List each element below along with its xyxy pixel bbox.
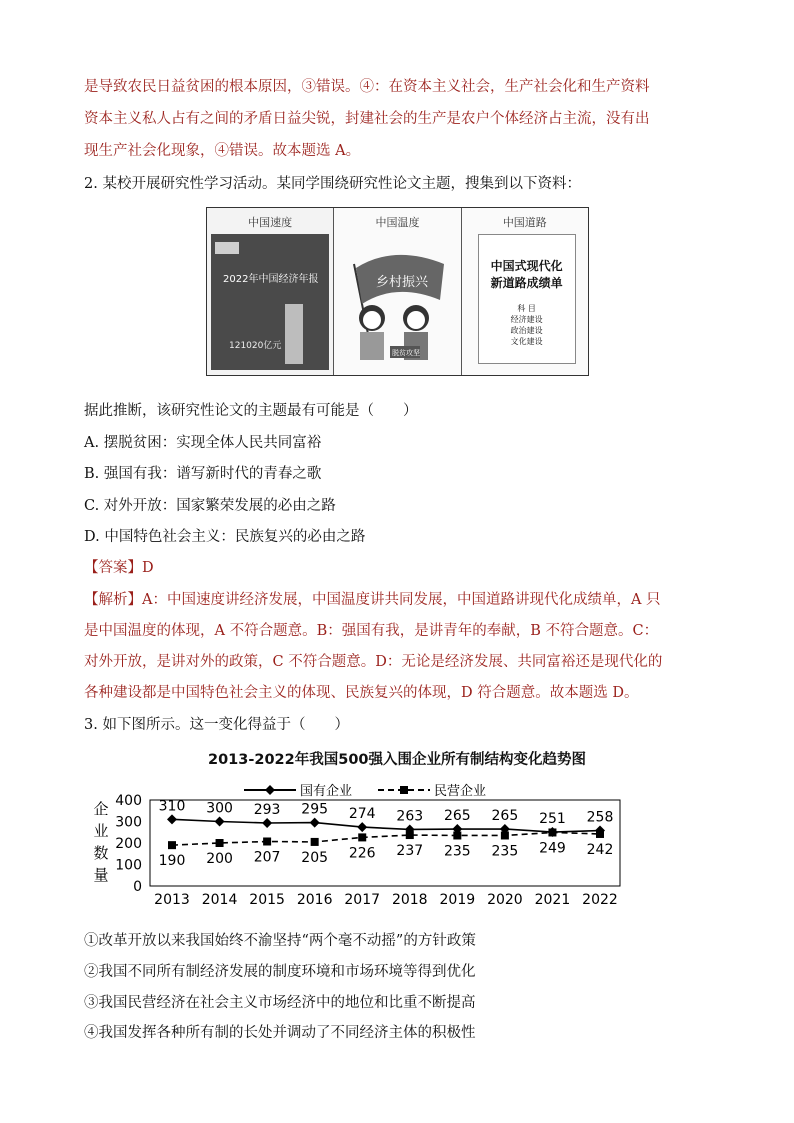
panel-china-warmth bbox=[334, 208, 461, 375]
prev-explanation-line-3: 现生产社会化现象，④错误。故本题选 A。 bbox=[84, 143, 361, 159]
y-axis-label-char: 企 bbox=[93, 800, 109, 818]
y-tick-label: 0 bbox=[133, 879, 142, 895]
report-item: 文化建设 bbox=[510, 337, 543, 346]
data-label-private: 226 bbox=[348, 845, 376, 862]
ownership-line-chart bbox=[0, 778, 794, 928]
analysis-label: 【解析】 bbox=[84, 592, 142, 608]
report-card bbox=[478, 234, 576, 364]
y-tick-label: 100 bbox=[115, 857, 142, 874]
news-caption: 121020亿元 bbox=[229, 341, 282, 351]
data-point-private bbox=[358, 833, 366, 841]
rural-revitalization-illustration bbox=[334, 234, 460, 374]
panel-china-road bbox=[462, 208, 588, 375]
legend-marker-private bbox=[400, 786, 408, 794]
cctv-logo bbox=[215, 242, 239, 254]
data-label-state-owned: 263 bbox=[396, 808, 424, 825]
data-label-state-owned: 251 bbox=[539, 811, 566, 828]
data-label-state-owned: 293 bbox=[253, 802, 281, 819]
x-tick-label: 2014 bbox=[201, 892, 238, 908]
data-label-private: 242 bbox=[586, 841, 614, 858]
data-label-private: 207 bbox=[253, 849, 281, 866]
y-tick-label: 200 bbox=[115, 836, 142, 852]
data-label-private: 235 bbox=[443, 843, 471, 860]
report-item: 经济建设 bbox=[510, 315, 543, 324]
data-point-private bbox=[168, 841, 176, 849]
building-shape bbox=[285, 304, 303, 364]
data-label-state-owned: 258 bbox=[586, 809, 614, 826]
x-tick-label: 2018 bbox=[391, 892, 428, 908]
news-banner: 2022年中国经济年报 bbox=[223, 274, 319, 285]
analysis-line-4: 各种建设都是中国特色社会主义的体现、民族复兴的体现，D 符合题意。故本题选 D。 bbox=[84, 685, 639, 701]
report-heading-1: 中国式现代化 bbox=[490, 259, 563, 273]
data-label-state-owned: 310 bbox=[158, 798, 186, 815]
statement-4: ④我国发挥各种所有制的长处并调动了不同经济主体的积极性 bbox=[84, 1025, 476, 1041]
data-label-state-owned: 265 bbox=[443, 808, 471, 825]
panel-china-speed bbox=[207, 208, 334, 375]
data-label-state-owned: 300 bbox=[206, 800, 233, 817]
data-point-private bbox=[311, 838, 319, 846]
series-line-private bbox=[172, 832, 600, 845]
question-2-prompt: 据此推断，该研究性论文的主题最有可能是（ ） bbox=[84, 403, 418, 419]
data-label-state-owned: 265 bbox=[491, 808, 519, 825]
data-point-private bbox=[406, 831, 414, 839]
analysis-line-1 bbox=[84, 588, 661, 609]
data-point-private bbox=[453, 831, 461, 839]
data-label-private: 190 bbox=[158, 853, 186, 870]
x-tick-label: 2019 bbox=[439, 892, 476, 908]
data-point-private bbox=[263, 837, 271, 845]
chart-title: 2013-2022年我国500强入围企业所有制结构变化趋势图 bbox=[208, 752, 586, 768]
statement-1: ①改革开放以来我国始终不渝坚持“两个毫不动摇”的方针政策 bbox=[84, 933, 476, 949]
data-point-state-owned bbox=[262, 818, 272, 828]
option-c: C. 对外开放：国家繁荣发展的必由之路 bbox=[84, 498, 336, 514]
data-label-state-owned: 295 bbox=[301, 801, 329, 818]
y-tick-label: 300 bbox=[115, 814, 142, 831]
data-label-private: 200 bbox=[206, 851, 233, 867]
report-item: 政治建设 bbox=[510, 326, 543, 335]
news-screen-image bbox=[211, 234, 329, 370]
data-label-private: 235 bbox=[491, 843, 519, 860]
sign-text: 脱贫攻坚 bbox=[392, 349, 421, 357]
y-axis-label-char: 业 bbox=[93, 822, 109, 840]
data-point-private bbox=[501, 831, 509, 839]
data-label-state-owned: 274 bbox=[348, 806, 376, 823]
analysis-line-2: 是中国温度的体现，A 不符合题意。B：强国有我，是讲青年的奉献，B 不符合题意。C： bbox=[84, 623, 659, 639]
option-a: A. 摆脱贫困：实现全体人民共同富裕 bbox=[84, 435, 322, 451]
x-tick-label: 2016 bbox=[296, 892, 333, 908]
prev-explanation-line-2: 资本主义私人占有之间的矛盾日益尖锐，封建社会的生产是农户个体经济占主流，没有出 bbox=[84, 111, 650, 127]
option-b: B. 强国有我：谱写新时代的青春之歌 bbox=[84, 466, 322, 482]
answer-label: 【答案】 bbox=[84, 560, 142, 576]
y-axis-label-char: 数 bbox=[93, 844, 109, 862]
prev-explanation-line-1: 是导致农民日益贫困的根本原因，③错误。④：在资本主义社会，生产社会化和生产资料 bbox=[84, 79, 650, 95]
data-label-private: 205 bbox=[301, 849, 329, 866]
legend-marker-state bbox=[265, 785, 275, 795]
material-panels bbox=[206, 207, 589, 376]
legend-label-state: 国有企业 bbox=[300, 784, 353, 799]
data-point-private bbox=[548, 828, 556, 836]
analysis-line-3: 对外开放，是讲对外的政策，C 不符合题意。D：无论是经济发展、共同富裕还是现代化的 bbox=[84, 654, 663, 670]
data-point-private bbox=[216, 839, 224, 847]
data-point-state-owned bbox=[310, 818, 320, 828]
panel-title: 中国温度 bbox=[375, 216, 420, 229]
analysis-text: A：中国速度讲经济发展，中国温度讲共同发展，中国道路讲现代化成绩单，A 只 bbox=[142, 592, 661, 608]
report-subject: 科 目 bbox=[517, 304, 536, 313]
x-tick-label: 2017 bbox=[344, 892, 381, 908]
flag-text: 乡村振兴 bbox=[376, 275, 429, 290]
x-tick-label: 2020 bbox=[487, 892, 523, 908]
panel-title: 中国道路 bbox=[502, 216, 547, 229]
data-point-state-owned bbox=[167, 814, 177, 824]
y-tick-label: 400 bbox=[115, 793, 142, 809]
x-tick-label: 2013 bbox=[154, 892, 190, 908]
question-2-stem: 2. 某校开展研究性学习活动。某同学围绕研究性论文主题，搜集到以下资料： bbox=[84, 176, 581, 192]
y-axis-label-char: 量 bbox=[93, 866, 109, 884]
legend-label-private: 民营企业 bbox=[434, 784, 487, 799]
data-point-state-owned bbox=[215, 817, 225, 827]
x-tick-label: 2015 bbox=[249, 892, 285, 908]
data-label-private: 249 bbox=[539, 840, 566, 857]
report-heading-2: 新道路成绩单 bbox=[490, 276, 563, 290]
option-d: D. 中国特色社会主义：民族复兴的必由之路 bbox=[84, 529, 366, 545]
answer-line bbox=[84, 556, 154, 577]
question-3-stem: 3. 如下图所示。这一变化得益于（ ） bbox=[84, 717, 349, 733]
data-point-private bbox=[596, 830, 604, 838]
x-tick-label: 2022 bbox=[582, 892, 618, 908]
data-point-state-owned bbox=[357, 822, 367, 832]
x-tick-label: 2021 bbox=[534, 892, 571, 908]
statement-2: ②我国不同所有制经济发展的制度环境和市场环境等得到优化 bbox=[84, 964, 476, 980]
statement-3: ③我国民营经济在社会主义市场经济中的地位和比重不断提高 bbox=[84, 995, 476, 1011]
answer-value: D bbox=[142, 560, 154, 576]
data-label-private: 237 bbox=[396, 843, 424, 860]
panel-title: 中国速度 bbox=[248, 216, 293, 229]
series-line-state-owned bbox=[172, 819, 600, 832]
